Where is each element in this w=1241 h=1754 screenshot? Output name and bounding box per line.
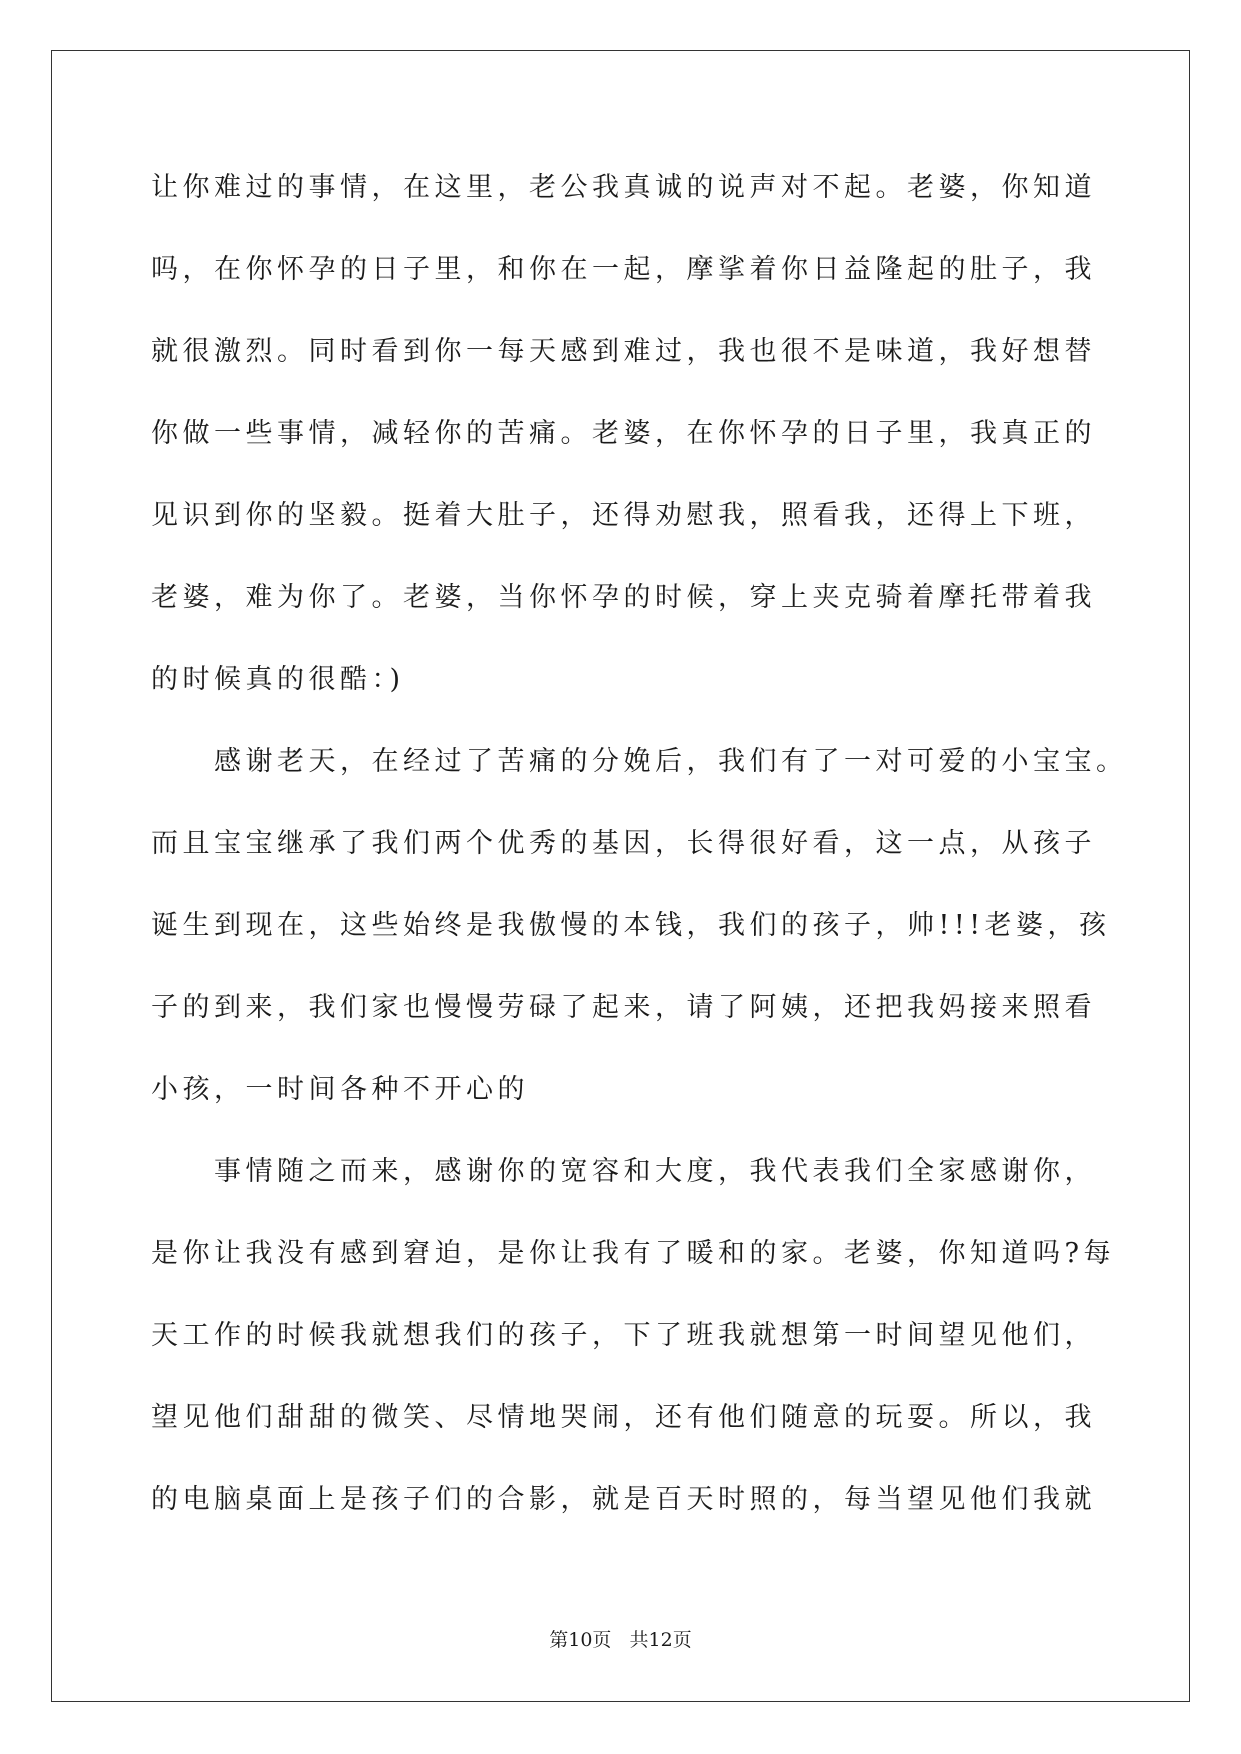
page-number-footer: 第10页 共12页 — [549, 1629, 692, 1651]
text-line: 而且宝宝继承了我们两个优秀的基因，长得很好看，这一点，从孩子 — [151, 828, 1096, 859]
text-line: 你做一些事情，减轻你的苦痛。老婆，在你怀孕的日子里，我真正的 — [151, 418, 1096, 449]
text-line: 感谢老天，在经过了苦痛的分娩后，我们有了一对可爱的小宝宝。 — [151, 746, 1128, 777]
text-line: 子的到来，我们家也慢慢劳碌了起来，请了阿姨，还把我妈接来照看 — [151, 992, 1096, 1023]
text-line: 望见他们甜甜的微笑、尽情地哭闹，还有他们随意的玩耍。所以，我 — [151, 1402, 1096, 1433]
text-line: 诞生到现在，这些始终是我傲慢的本钱，我们的孩子，帅!!!老婆，孩 — [151, 910, 1111, 941]
text-line: 天工作的时候我就想我们的孩子，下了班我就想第一时间望见他们， — [151, 1320, 1096, 1351]
text-line: 的时候真的很酷：) — [151, 664, 405, 695]
page-border — [51, 50, 1190, 1702]
text-line: 是你让我没有感到窘迫，是你让我有了暖和的家。老婆，你知道吗?每 — [151, 1238, 1115, 1269]
text-line: 小孩，一时间各种不开心的 — [151, 1074, 529, 1105]
text-line: 见识到你的坚毅。挺着大肚子，还得劝慰我，照看我，还得上下班， — [151, 500, 1096, 531]
text-line: 的电脑桌面上是孩子们的合影，就是百天时照的，每当望见他们我就 — [151, 1484, 1096, 1515]
text-line: 让你难过的事情，在这里，老公我真诚的说声对不起。老婆，你知道 — [151, 172, 1096, 203]
text-line: 事情随之而来，感谢你的宽容和大度，我代表我们全家感谢你， — [151, 1156, 1096, 1187]
text-line: 老婆，难为你了。老婆，当你怀孕的时候，穿上夹克骑着摩托带着我 — [151, 582, 1096, 613]
text-line: 就很激烈。同时看到你一每天感到难过，我也很不是味道，我好想替 — [151, 336, 1096, 367]
text-line: 吗，在你怀孕的日子里，和你在一起，摩挲着你日益隆起的肚子，我 — [151, 254, 1096, 285]
